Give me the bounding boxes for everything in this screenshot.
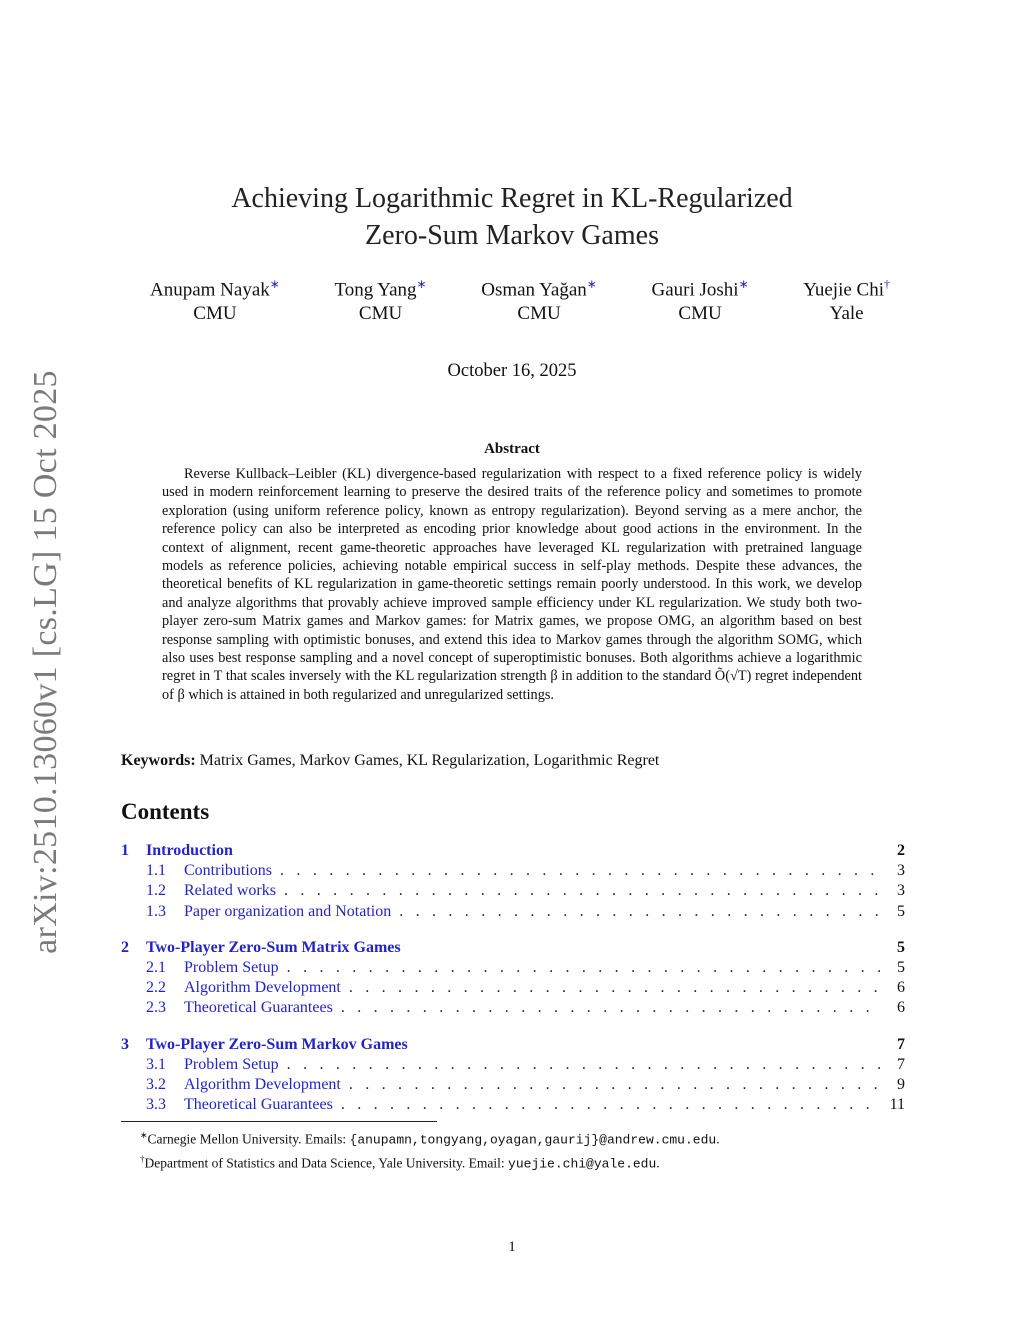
author-affiliation: Yale <box>829 303 864 325</box>
toc-page: 5 <box>897 958 905 976</box>
toc-number: 2.1 <box>146 958 166 976</box>
toc-number: 1.2 <box>146 882 166 900</box>
toc-entry-3-1[interactable] <box>121 1056 905 1076</box>
toc-number: 1.3 <box>146 902 166 920</box>
footnote-text: Carnegie Mellon University. Emails: <box>147 1131 350 1147</box>
toc-page: 9 <box>897 1075 905 1093</box>
toc-link[interactable]: Problem Setup <box>184 1055 279 1073</box>
author <box>651 272 748 326</box>
toc-entry-1-2[interactable] <box>121 882 905 902</box>
author <box>334 272 426 326</box>
contents-heading: Contents <box>121 799 210 824</box>
toc-page: 6 <box>897 979 905 997</box>
author-name: Yuejie Chi <box>803 279 884 301</box>
toc-link[interactable]: Theoretical Guarantees <box>184 1096 333 1114</box>
toc-entry-2-1[interactable] <box>121 959 905 979</box>
toc-number: 3.1 <box>146 1055 166 1073</box>
author-list <box>150 272 890 326</box>
toc-page: 6 <box>897 999 905 1017</box>
author-mark[interactable]: ∗ <box>586 277 597 291</box>
toc-link[interactable]: Algorithm Development <box>184 1075 341 1093</box>
toc-leader-dots <box>341 1096 881 1114</box>
author-affiliation: CMU <box>358 303 403 325</box>
footnote-text: Department of Statistics and Data Science, Yale University. Email: <box>144 1155 509 1170</box>
toc-entry-1-1[interactable] <box>121 862 905 882</box>
toc-page: 3 <box>897 862 905 880</box>
paper-title <box>0 180 1024 254</box>
author-mark[interactable]: ∗ <box>269 277 280 291</box>
toc-link[interactable]: Paper organization and Notation <box>184 902 392 920</box>
toc-link[interactable]: Contributions <box>184 862 273 880</box>
author-affiliation: CMU <box>678 303 722 325</box>
toc-number: 1.1 <box>146 862 166 880</box>
toc-leader-dots <box>349 979 881 997</box>
toc-link[interactable]: Problem Setup <box>184 958 279 976</box>
toc-number: 2.3 <box>146 999 166 1017</box>
footnote-yale <box>140 1150 900 1174</box>
toc-link[interactable]: Two-Player Zero-Sum Matrix Games <box>146 938 401 956</box>
author-affiliation: CMU <box>517 303 561 325</box>
footnote-end: . <box>656 1155 660 1170</box>
toc-entry-3-2[interactable] <box>121 1076 905 1096</box>
toc-page: 3 <box>897 882 905 900</box>
footnote-emails[interactable]: {anupamn,tongyang,oyagan,gaurij}@andrew.cmu.edu <box>349 1132 717 1148</box>
toc-entry-2-2[interactable] <box>121 979 905 999</box>
toc-entry-1[interactable] <box>121 842 905 862</box>
toc-leader-dots <box>349 1076 881 1094</box>
toc-number: 3.2 <box>146 1075 166 1093</box>
toc-entry-2[interactable] <box>121 939 905 959</box>
toc-page: 2 <box>897 842 905 859</box>
toc-entry-2-3[interactable] <box>121 999 905 1019</box>
toc-section <box>121 1036 905 1117</box>
toc-leader-dots <box>287 1056 881 1074</box>
author <box>150 272 280 326</box>
toc-link[interactable]: Introduction <box>146 842 233 859</box>
toc-section <box>121 842 905 923</box>
abstract-heading: Abstract <box>484 441 540 457</box>
author <box>803 272 890 326</box>
toc-link[interactable]: Theoretical Guarantees <box>184 999 333 1017</box>
toc-entry-3-3[interactable] <box>121 1096 905 1116</box>
author-affiliation: CMU <box>193 303 237 325</box>
toc-page: 7 <box>897 1055 905 1073</box>
footnote-cmu <box>140 1126 900 1150</box>
keywords-text: Matrix Games, Markov Games, KL Regularization, Logarithmic Regret <box>199 752 660 769</box>
author-mark[interactable]: † <box>884 277 890 291</box>
toc-section <box>121 939 905 1020</box>
toc-leader-dots <box>341 999 881 1017</box>
toc-number: 2.2 <box>146 979 166 997</box>
toc-page: 11 <box>889 1096 905 1114</box>
arxiv-id: arXiv:2510.13060v1 [cs.LG] 15 Oct 2025 <box>27 370 64 954</box>
title-line-1: Achieving Logarithmic Regret in KL-Regularized <box>231 183 793 214</box>
toc-leader-dots <box>284 882 881 900</box>
toc-page: 7 <box>897 1035 905 1053</box>
author-mark[interactable]: ∗ <box>738 277 749 291</box>
toc-entry-3[interactable] <box>121 1036 905 1056</box>
author-name: Tong Yang <box>334 279 417 301</box>
footnote-email[interactable]: yuejie.chi@yale.edu <box>508 1156 657 1171</box>
toc-number: 3 <box>121 1035 129 1053</box>
toc-page: 5 <box>897 902 905 920</box>
author-mark[interactable]: ∗ <box>416 277 427 291</box>
author-name: Anupam Nayak <box>150 279 270 301</box>
author-name: Gauri Joshi <box>651 279 739 301</box>
page-number: 1 <box>508 1239 516 1255</box>
arxiv-stamp <box>24 372 68 952</box>
footnote-mark: ∗ <box>140 1130 148 1140</box>
toc-leader-dots <box>287 959 881 977</box>
footnote-end: . <box>716 1131 720 1147</box>
footnotes <box>140 1126 900 1173</box>
keywords-label: Keywords: <box>121 752 196 769</box>
author <box>481 272 597 326</box>
toc-link[interactable]: Two-Player Zero-Sum Markov Games <box>146 1035 408 1053</box>
title-line-2: Zero-Sum Markov Games <box>365 220 659 251</box>
footnote-mark: † <box>140 1153 145 1164</box>
toc-number: 1 <box>121 842 129 859</box>
toc-entry-1-3[interactable] <box>121 903 905 923</box>
footnote-rule <box>121 1121 437 1122</box>
toc-leader-dots <box>399 903 881 921</box>
toc-number: 2 <box>121 938 129 956</box>
author-name: Osman Yağan <box>481 279 587 301</box>
toc-number: 3.3 <box>146 1096 166 1114</box>
keywords <box>121 752 901 770</box>
table-of-contents <box>121 842 905 1132</box>
paper-date: October 16, 2025 <box>447 361 577 381</box>
toc-link[interactable]: Related works <box>184 882 276 900</box>
toc-link[interactable]: Algorithm Development <box>184 979 341 997</box>
abstract-text: Reverse Kullback–Leibler (KL) divergence-based regularization with respect to a fixed reference policy is widely used in modern reinforcement learning to preserve the desired traits of the reference policy and sometimes to promote exploration (using uniform reference policy, known as entropy regularization). Beyond serving as a mere anchor, the reference policy can also be interpreted as encoding prior knowledge about good actions in the environment. In the context of alignment, recent game-theoretic approaches have leveraged KL regularization with pretrained language models as reference policies, achieving notable empirical success in self-play methods. Despite these advances, the theoretical benefits of KL regularization in game-theoretic settings remain poorly understood. In this work, we develop and analyze algorithms that provably achieve improved sample efficiency under KL regularization. We study both two-player zero-sum Matrix games and Markov games: for Matrix games, we propose OMG, an algorithm based on best response sampling with optimistic bonuses, and extend this idea to Markov games through the algorithm SOMG, which also uses best response sampling and a novel concept of superoptimistic bonuses. Both algorithms achieve a logarithmic regret in T that scales inversely with the KL regularization strength β in addition to the standard Õ(√T) regret independent of β which is attained in both regularized and unregularized settings. <box>162 466 862 703</box>
toc-leader-dots <box>280 862 881 880</box>
toc-page: 5 <box>897 938 905 956</box>
